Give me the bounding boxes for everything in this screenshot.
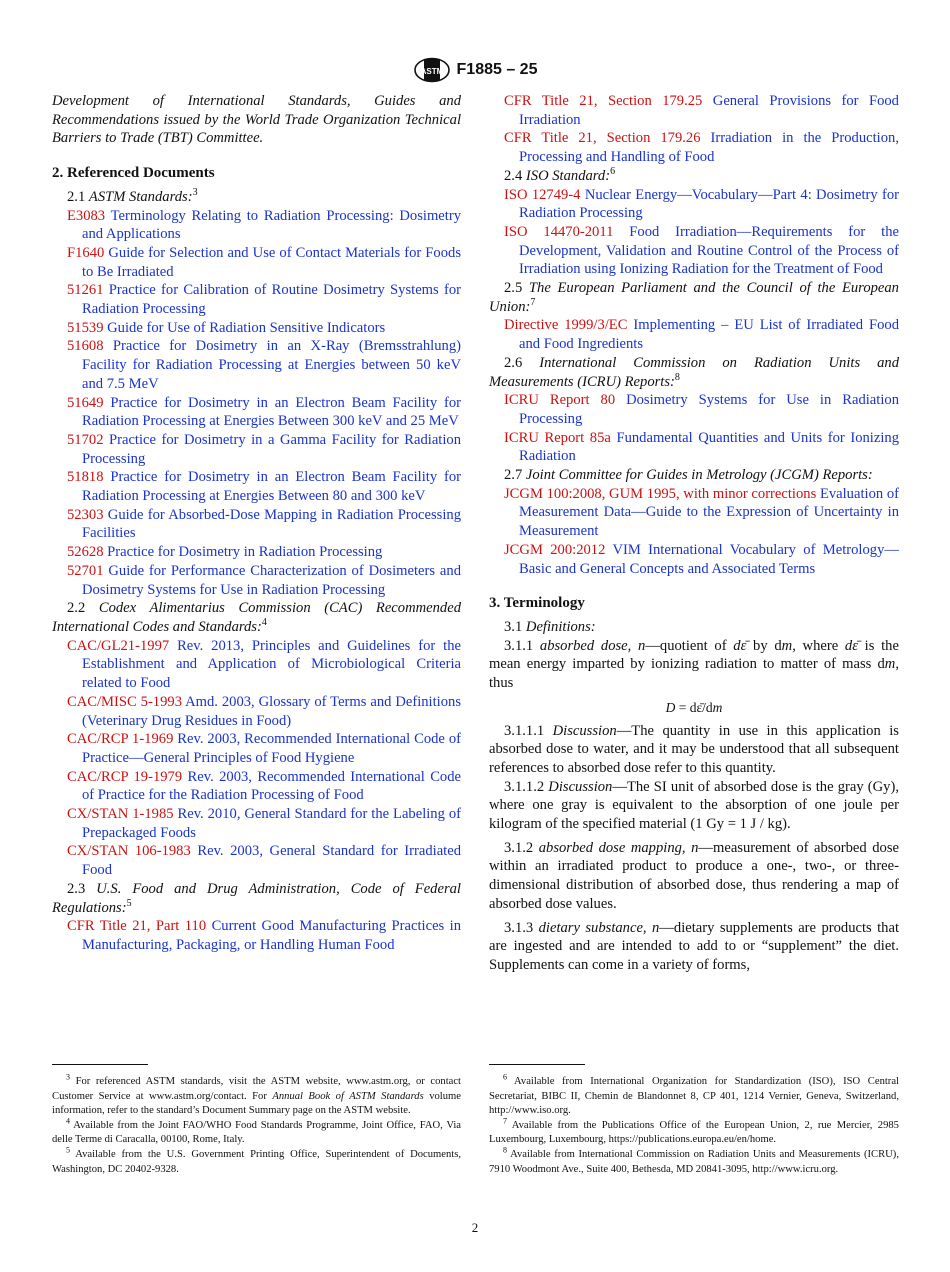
- reference-title-link[interactable]: Implementing – EU List of Irradiated Food and Food Ingredients: [519, 317, 899, 353]
- section-2-title: 2. Referenced Documents: [52, 165, 215, 182]
- reference-entry: [52, 468, 461, 505]
- definition-absorbed-dose: 3.1.1 absorbed dose, n—quotient of dε̄ by dm, where dε̄ is the mean energy imparted by ionizing radiation to matter of mass dm, thus: [489, 637, 899, 692]
- reference-entry: [489, 391, 899, 428]
- subsection-2-3: 2.3 U.S. Food and Drug Administration, Code of Federal Regulations:$^5$: [52, 880, 461, 916]
- reference-entry: [52, 337, 461, 393]
- reference-title-link[interactable]: Practice for Dosimetry in Radiation Processing: [107, 544, 383, 561]
- reference-title-link[interactable]: General Provisions for Food Irradiation: [519, 93, 899, 128]
- footnote-rule-right: [489, 1064, 585, 1065]
- reference-entry: [52, 805, 461, 842]
- astm-reference-list: [52, 207, 461, 600]
- cac-reference-list: [52, 637, 461, 880]
- definition-dietary-substance: 3.1.3 dietary substance, n—dietary supplements are products that are ingested and are intended to add to or “supplement” the diet. Supplements can come in a variety of forms,: [489, 919, 900, 973]
- footnote-4: $^4$ Available from the Joint FAO/WHO Food Standards Programme, Joint Office, FAO, Via delle Terme di Caracalla, 00100, Rome, Italy.: [52, 1116, 461, 1146]
- reference-title-link[interactable]: VIM International Vocabulary of Metrology—Basic and General Concepts and Associated Terms: [519, 541, 899, 577]
- reference-code-link[interactable]: F1640: [67, 244, 105, 261]
- reference-code-link[interactable]: ISO 12749-4: [504, 186, 581, 203]
- footnote-8: $^8$ Available from International Commission on Radiation Units and Measurements (ICRU), 7910 Woodmont Ave., Suite 400, Bethesda, MD 20841-3095, http://www.icru.org.: [489, 1145, 899, 1175]
- reference-entry: [489, 541, 899, 578]
- subsection-2-4: 2.4 ISO Standard:$^6$: [504, 165, 616, 184]
- subsection-2-5: 2.5 The European Parliament and the Council of the European Union:$^7$: [489, 280, 899, 315]
- astm-logo-icon: [413, 57, 451, 83]
- cfr-reference-list-left: [52, 917, 461, 954]
- reference-title-link[interactable]: Fundamental Quantities and Units for Ionizing Radiation: [519, 429, 899, 465]
- section-3-title: 3. Terminology: [489, 595, 585, 612]
- reference-title-link[interactable]: Practice for Dosimetry in an Electron Beam Facility for Radiation Processing at Energies Between 80 and 300 keV: [82, 469, 461, 505]
- reference-title-link[interactable]: Evaluation of Measurement Data—Guide to the Expression of Uncertainty in Measurement: [519, 485, 899, 540]
- reference-entry: [52, 693, 461, 730]
- reference-title-link[interactable]: Guide for Absorbed-Dose Mapping in Radiation Processing Facilities: [82, 506, 461, 542]
- page-header: [0, 56, 950, 84]
- reference-title-link[interactable]: Food Irradiation—Requirements for the Development, Validation and Routine Control of the Process of Irradiation using Ionizing Radiation for the Treatment of Food: [519, 223, 900, 278]
- reference-code-link[interactable]: CAC/MISC 5-1993: [67, 693, 182, 710]
- reference-entry: [52, 506, 461, 543]
- reference-entry: [489, 429, 899, 466]
- reference-title-link[interactable]: Dosimetry Systems for Use in Radiation Processing: [519, 392, 899, 427]
- reference-title-link[interactable]: Guide for Performance Characterization of Dosimeters and Dosimetry Systems for Use in Radiation Processing: [82, 562, 462, 598]
- reference-code-link[interactable]: CAC/GL21-1997: [67, 637, 170, 654]
- reference-title-link[interactable]: Current Good Manufacturing Practices in Manufacturing, Packaging, or Handling Human Food: [82, 918, 461, 953]
- left-column: [52, 92, 461, 955]
- reference-title-link[interactable]: Guide for Selection and Use of Contact Materials for Foods to Be Irradiated: [82, 244, 461, 280]
- reference-title-link[interactable]: Practice for Dosimetry in a Gamma Facility for Radiation Processing: [82, 431, 462, 467]
- footnote-5: $^5$ Available from the U.S. Government Printing Office, Superintendent of Documents, Washington, DC 20402-9328.: [52, 1145, 461, 1175]
- reference-entry: [489, 129, 899, 166]
- footnote-3: $^3$ For referenced ASTM standards, visit the ASTM website, www.astm.org, or contact Customer Service at www.astm.org/contact. For Annual Book of ASTM Standards volume information, refer to the standard’s Document Summary page on the ASTM website.: [52, 1072, 461, 1117]
- intro-paragraph: Development of International Standards, Guides and Recommendations issued by the World Trade Organization Technical Barriers to Trade (TBT) Committee.: [52, 93, 461, 147]
- reference-title-link[interactable]: Terminology Relating to Radiation Processing: Dosimetry and Applications: [82, 207, 461, 243]
- reference-code-link[interactable]: CAC/RCP 1-1969: [67, 731, 174, 748]
- reference-entry: [52, 637, 461, 693]
- reference-title-link[interactable]: Practice for Calibration of Routine Dosimetry Systems for Radiation Processing: [82, 282, 461, 318]
- reference-title-link[interactable]: Guide for Use of Radiation Sensitive Indicators: [107, 319, 386, 336]
- reference-code-link[interactable]: 51539: [67, 319, 104, 336]
- page-number: 2: [471, 1220, 479, 1235]
- reference-entry: [52, 730, 461, 767]
- absorbed-dose-equation: D = dε̄/dm: [665, 699, 723, 715]
- reference-code-link[interactable]: E3083: [67, 207, 106, 224]
- footnotes-left: [52, 1072, 461, 1177]
- reference-entry: [52, 543, 461, 562]
- reference-entry: [489, 92, 899, 129]
- icru-reference-list: [489, 391, 899, 466]
- reference-title-link[interactable]: Rev. 2003, Recommended International Code of Practice for the Radiation Processing of Food: [82, 768, 461, 804]
- footnote-6: $^6$ Available from International Organization for Standardization (ISO), ISO Central Secretariat, BIBC II, Chemin de Blandonnet 8, CP 401, 1214 Vernier, Geneva, Switzerland, http://www.iso.org.: [489, 1072, 899, 1117]
- reference-code-link[interactable]: 52303: [67, 506, 104, 523]
- reference-code-link[interactable]: CX/STAN 106-1983: [67, 843, 191, 860]
- reference-code-link[interactable]: 51261: [67, 282, 104, 299]
- reference-title-link[interactable]: Practice for Dosimetry in an X-Ray (Bremsstrahlung) Facility for Radiation Processing at Energies between 50 keV and 7.5 MeV: [82, 338, 461, 392]
- document-id: F1885 – 25: [456, 61, 538, 78]
- reference-entry: [52, 207, 461, 244]
- reference-entry: [52, 917, 461, 954]
- footnote-rule-left: [52, 1064, 148, 1065]
- reference-code-link[interactable]: JCGM 100:2008, GUM 1995, with minor corrections: [504, 485, 817, 502]
- subsection-2-1: 2.1 ASTM Standards:$^3$: [67, 186, 198, 205]
- reference-code-link[interactable]: JCGM 200:2012: [504, 541, 606, 558]
- reference-entry: [489, 186, 899, 223]
- reference-code-link[interactable]: 51702: [67, 431, 104, 448]
- reference-code-link[interactable]: 51649: [67, 394, 104, 411]
- reference-code-link[interactable]: Directive 1999/3/EC: [504, 317, 628, 334]
- reference-title-link[interactable]: Irradiation in the Production, Processing and Handling of Food: [519, 130, 899, 166]
- reference-code-link[interactable]: 52628: [67, 544, 104, 561]
- reference-entry: [52, 281, 461, 318]
- reference-title-link[interactable]: Rev. 2010, General Standard for the Labeling of Prepackaged Foods: [82, 806, 461, 841]
- eu-reference-list: [489, 316, 899, 353]
- reference-entry: [52, 562, 461, 599]
- right-column: [489, 92, 899, 975]
- footnotes-right: [489, 1072, 899, 1177]
- reference-code-link[interactable]: CX/STAN 1-1985: [67, 806, 174, 823]
- reference-code-link[interactable]: 51608: [67, 338, 104, 355]
- reference-entry: [52, 431, 461, 468]
- reference-code-link[interactable]: ICRU Report 80: [504, 392, 616, 409]
- reference-entry: [52, 244, 461, 281]
- reference-entry: [52, 842, 461, 879]
- reference-code-link[interactable]: CFR Title 21, Section 179.26: [504, 130, 701, 147]
- reference-code-link[interactable]: 52701: [67, 562, 104, 579]
- reference-code-link[interactable]: CFR Title 21, Section 179.25: [504, 93, 703, 109]
- footnote-7: $^7$ Available from the Publications Office of the European Union, 2, rue Mercier, 2985 Luxembourg, Luxembourg, https://publications.europa.eu/en/home.: [489, 1116, 899, 1146]
- reference-title-link[interactable]: Rev. 2003, General Standard for Irradiated Food: [82, 843, 462, 879]
- subsection-2-2: 2.2 Codex Alimentarius Commission (CAC) Recommended International Codes and Standards:$^4$: [52, 600, 461, 635]
- subsection-2-6: 2.6 International Commission on Radiation Units and Measurements (ICRU) Reports:$^8$: [489, 354, 899, 390]
- reference-code-link[interactable]: ISO 14470-2011: [504, 223, 614, 240]
- reference-code-link[interactable]: CAC/RCP 19-1979: [67, 768, 183, 785]
- reference-entry: [52, 768, 461, 805]
- jcgm-reference-list: [489, 485, 899, 579]
- iso-reference-list: [489, 186, 899, 280]
- cfr-reference-list-right: [489, 92, 899, 167]
- discussion-3-1-1-1: 3.1.1.1 Discussion—The quantity in use in this application is absorbed dose to water, and it may be understood that all subsequent references to absorbed dose refer to this quantity.: [489, 722, 899, 776]
- reference-code-link[interactable]: CFR Title 21, Part 110: [67, 918, 207, 935]
- reference-entry: [52, 394, 461, 431]
- subsection-2-7: 2.7 Joint Committee for Guides in Metrology (JCGM) Reports:: [504, 467, 873, 484]
- reference-entry: [489, 485, 899, 541]
- subsection-3-1: 3.1 Definitions:: [504, 618, 596, 635]
- reference-title-link[interactable]: Practice for Dosimetry in an Electron Beam Facility for Radiation Processing at Energies Between 300 keV and 25 MeV: [82, 394, 461, 430]
- reference-code-link[interactable]: 51818: [67, 469, 104, 486]
- reference-title-link[interactable]: Nuclear Energy—Vocabulary—Part 4: Dosimetry for Radiation Processing: [519, 186, 899, 222]
- logo-text: ASTM: [420, 67, 443, 76]
- reference-entry: [489, 223, 899, 279]
- reference-title-link[interactable]: Rev. 2003, Recommended International Code of Practice—General Principles of Food Hygiene: [82, 731, 461, 766]
- reference-title-link[interactable]: Amd. 2003, Glossary of Terms and Definitions (Veterinary Drug Residues in Food): [82, 693, 461, 729]
- reference-entry: [52, 319, 461, 338]
- reference-title-link[interactable]: Rev. 2013, Principles and Guidelines for the Establishment and Application of Microbiological Criteria related to Food: [82, 637, 461, 692]
- reference-code-link[interactable]: ICRU Report 85a: [504, 429, 611, 446]
- definition-absorbed-dose-mapping: 3.1.2 absorbed dose mapping, n—measurement of absorbed dose within an irradiated product to produce a one-, two-, or three-dimensional distribution of absorbed dose, thus rendering a map of absorbed dose values.: [489, 839, 899, 912]
- discussion-3-1-1-2: 3.1.1.2 Discussion—The SI unit of absorbed dose is the gray (Gy), where one gray is equivalent to the absorption of one joule per kilogram of the specified material (1 Gy = 1 J / kg).: [489, 778, 899, 833]
- reference-entry: [489, 316, 899, 353]
